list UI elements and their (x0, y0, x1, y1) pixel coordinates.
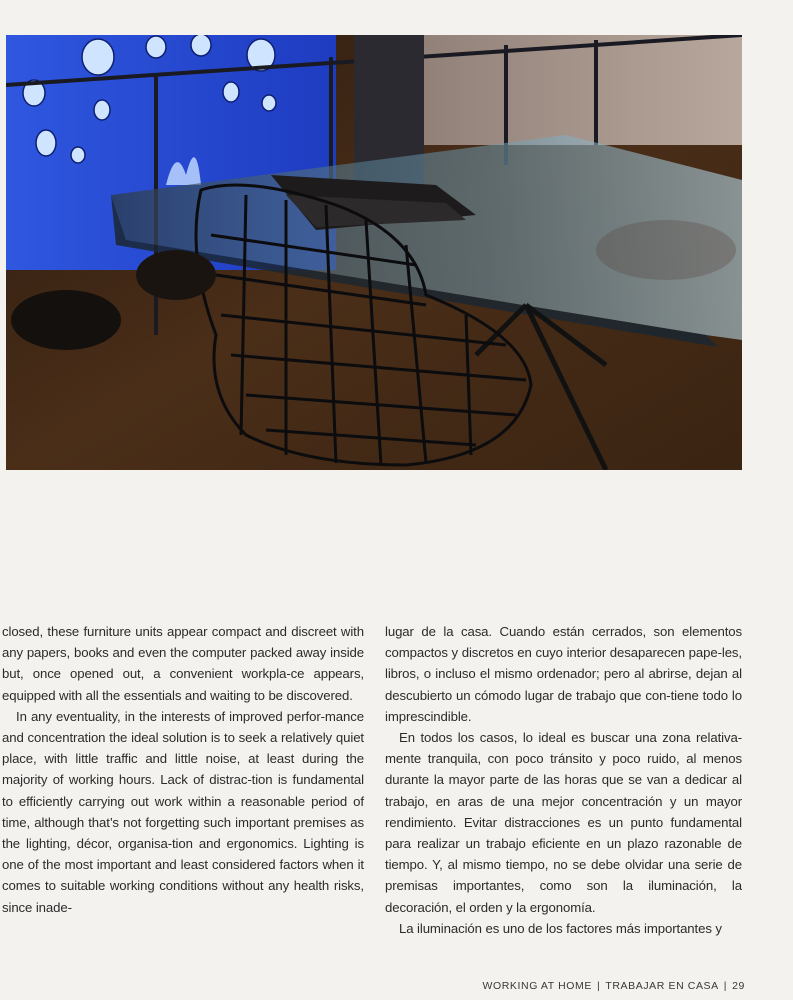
english-text-column (2, 621, 364, 918)
page-footer (460, 980, 745, 992)
office-photo (6, 35, 742, 470)
spanish-paragraph: En todos los casos, lo ideal es buscar una zona relativa-mente tranquila, con poco tránsito y poco ruido, al menos durante la mayor parte de las horas que se van a dedicar al trabajo, en aras de una mejor concentración y un mayor rendimiento. Evitar distracciones es un punto fundamental para realizar un trabajo eficiente en un plazo razonable de tiempo. Y, al mismo tiempo, no se debe olvidar una serie de premisas importantes, como son la iluminación, la decoración, el orden y la ergonomía. (385, 730, 742, 915)
footer-section-en: WORKING AT HOME (482, 980, 592, 992)
page-number: 29 (732, 980, 745, 992)
spanish-text-column (385, 621, 742, 939)
footer-section-es: TRABAJAR EN CASA (605, 980, 719, 992)
spanish-paragraph: La iluminación es uno de los factores más importantes y (399, 920, 722, 936)
english-paragraph: In any eventuality, in the interests of improved perfor-mance and concentration the ideal solution is to seek a relatively quiet place, with little traffic and little noise, at least during the majority of working hours. Lack of distrac-tion is fundamental to efficiently carrying out work within a reasonable period of time, although that’s not forgetting such important premises as the lighting, décor, organisa-tion and ergonomics. Lighting is one of the most important and least considered factors when it comes to suitable working conditions without any health risks, since inade- (2, 708, 364, 915)
footer-separator: | (596, 980, 601, 992)
office-with-glass-desk-and-wire-chair-photo (6, 35, 742, 470)
english-paragraph: closed, these furniture units appear compact and discreet with any papers, books and even the computer packed away inside but, once opened out, a convenient workpla-ce appears, equipped with all the essentials and waiting to be discovered. (2, 624, 364, 703)
footer-separator: | (723, 980, 728, 992)
spanish-paragraph: lugar de la casa. Cuando están cerrados, son elementos compactos y discretos en cuyo interior desaparecen pape-les, libros, o incluso el mismo ordenador; pero al abrirse, dejan al descubierto un cómodo lugar de trabajo que con-tiene todo lo imprescindible. (385, 624, 742, 724)
